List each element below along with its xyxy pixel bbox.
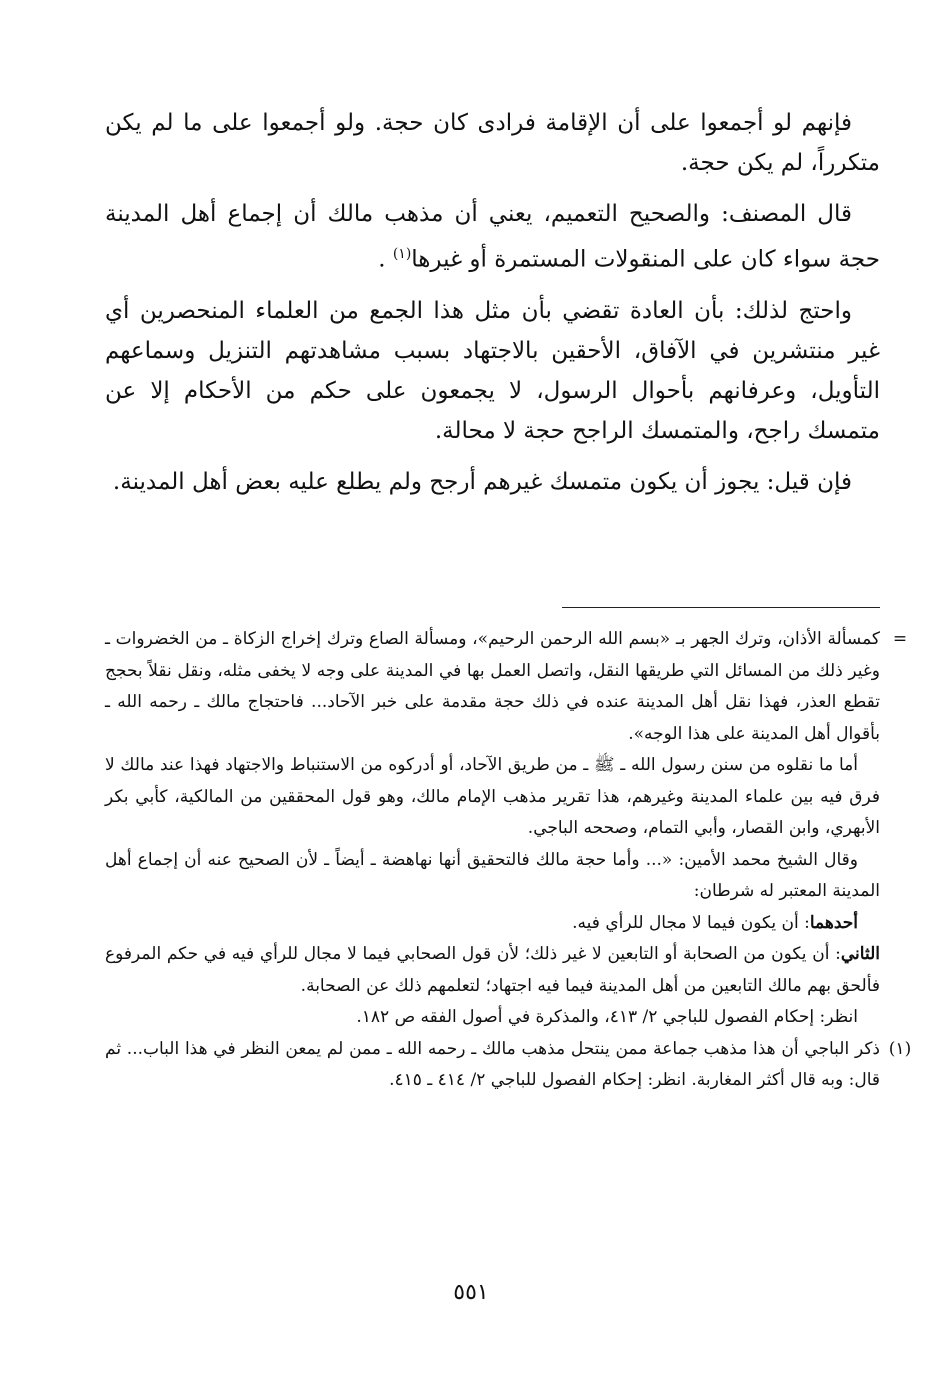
continuation-marker: = — [892, 629, 908, 649]
footnote-1-marker: (١) — [888, 1038, 912, 1059]
footnote-paragraph-2: أما ما نقلوه من سنن رسول الله ـ ﷺ ـ من طريق الآحاد، أو أدركوه من الاستنباط والاجتهاد فهذا عند مالك لا فرق فيه بين علماء المدينة وغيرهم، هذا تقرير مذهب الإمام مالك، وهو قول المحققين من المالكية، كأبي بكر الأبهري، وابن القصار، وأبي التمام، وصححه الباجي. — [105, 755, 880, 838]
paragraph-2-text: قال المصنف: والصحيح التعميم، يعني أن مذهب مالك أن إجماع أهل المدينة حجة سواء كان على المنقولات المستمرة أو غيرها — [105, 201, 880, 273]
footnote-separator — [562, 607, 880, 608]
footnote-condition-2 — [105, 939, 880, 1002]
footnote-reference: انظر: إحكام الفصول للباجي ٢/ ٤١٣، والمذكرة في أصول الفقه ص ١٨٢. — [356, 1007, 858, 1027]
paragraph-1: فإنهم لو أجمعوا على أن الإقامة فرادى كان حجة. ولو أجمعوا على ما لم يكن متكرراً، لم يكن حجة. — [105, 110, 880, 176]
footnote-1-text: ذكر الباجي أن هذا مذهب جماعة ممن ينتحل مذهب مالك ـ رحمه الله ـ ممن لم يمعن النظر في هذا الباب... ثم قال: وبه قال أكثر المغاربة. انظر: إحكام الفصول للباجي ٢/ ٤١٤ ـ ٤١٥. — [105, 1038, 880, 1090]
condition-2-label: الثاني — [840, 944, 880, 964]
footnote-continuation-text: كمسألة الأذان، وترك الجهر بـ «بسم الله الرحمن الرحيم»، ومسألة الصاع وترك إخراج الزكاة ـ من الخضروات ـ وغير ذلك من المسائل التي طريقها النقل، واتصل العمل بها في المدينة على وجه لا يخفى مثله، ونقل نقلاً بحجج تقطع العذر، فهذا نقل أهل المدينة عنده في ذلك حجة مقدمة على خبر الآحاد... فاحتجاج مالك ـ رحمه الله ـ بأقوال أهل المدينة على هذا الوجه». — [105, 629, 880, 744]
footnote-continuation — [105, 624, 908, 750]
page-number: ٥٥١ — [453, 1280, 489, 1305]
footnote-ref-1[interactable]: (١) — [392, 246, 412, 262]
condition-2-text: : أن يكون من الصحابة أو التابعين لا غير ذلك؛ لأن قول الصحابي فيما لا مجال للرأي فيه في حكم المرفوع فألحق بهم مالك التابعين من أهل المدينة فيما فيه اجتهاد؛ لتعلمهم ذلك عن الصحابة. — [105, 944, 880, 996]
footnote-1 — [105, 1034, 912, 1097]
condition-1-label: أحدهما — [809, 912, 858, 933]
paragraph-4: فإن قيل: يجوز أن يكون متمسك غيرهم أرجح ولم يطلع عليه بعض أهل المدينة. — [112, 468, 852, 495]
paragraph-2-end: . — [378, 246, 386, 273]
footnotes — [105, 624, 912, 1097]
condition-1-text: : أن يكون فيما لا مجال للرأي فيه. — [572, 912, 810, 933]
footnote-paragraph-3: وقال الشيخ محمد الأمين: «... وأما حجة مالك فالتحقيق أنها نهاهضة ـ أيضاً ـ لأن الصحيح عنه أن إجماع أهل المدينة المعتبر له شرطان: — [105, 849, 880, 901]
footnote-condition-1 — [105, 908, 880, 940]
main-text — [105, 103, 880, 513]
paragraph-2 — [105, 194, 880, 280]
paragraph-3: واحتج لذلك: بأن العادة تقضي بأن مثل هذا الجمع من العلماء المنحصرين أي غير منتشرين في الآفاق، الأحقين بالاجتهاد بسبب مشاهدتهم التنزيل وسماعهم التأويل، وعرفانهم بأحوال الرسول، لا يجمعون على حكم من الأحكام إلا عن متمسك راجح، والمتمسك الراجح حجة لا محالة. — [105, 297, 880, 444]
